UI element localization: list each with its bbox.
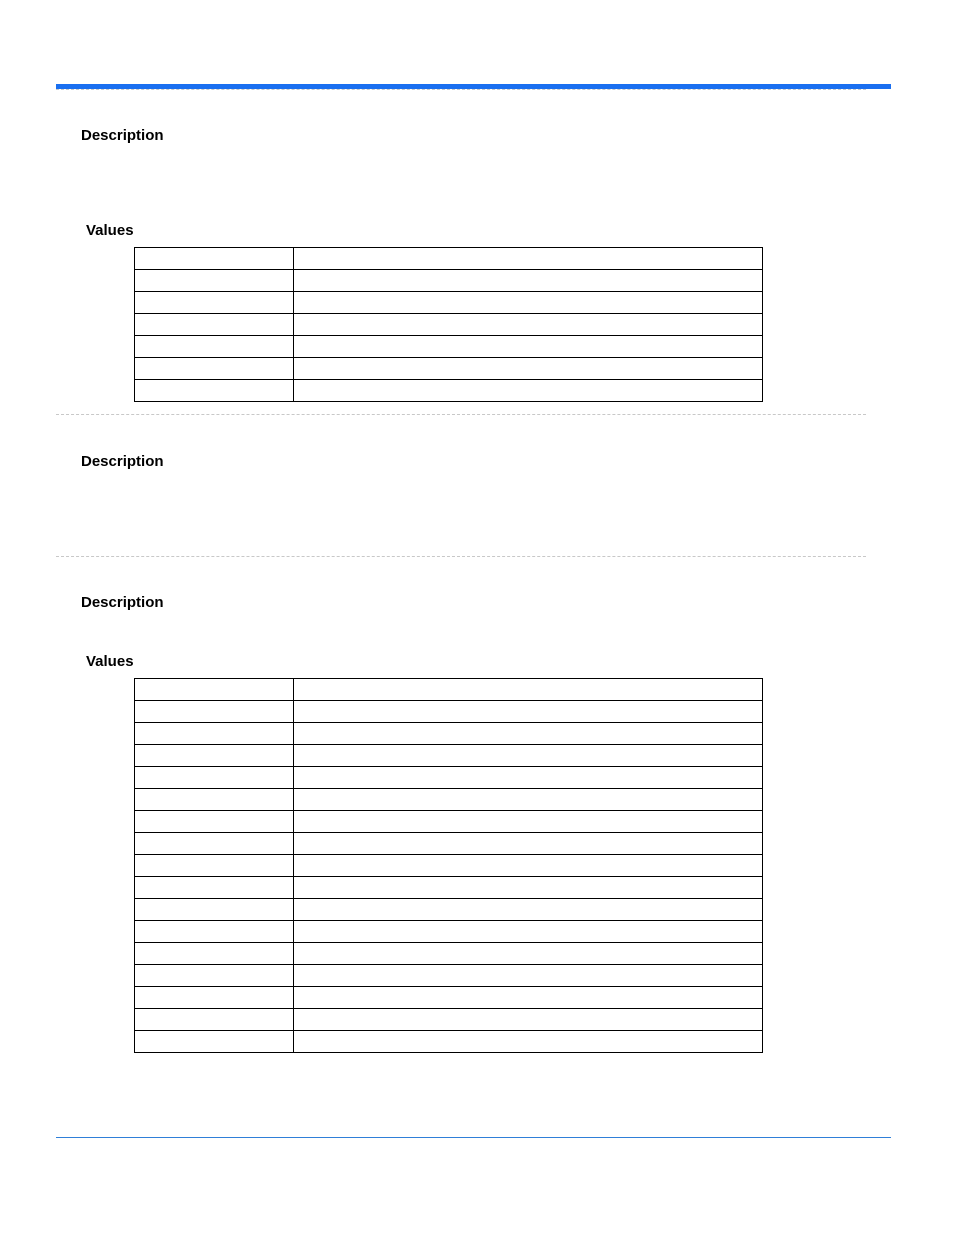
table-row bbox=[135, 811, 763, 833]
table-row bbox=[135, 701, 763, 723]
section-3-values-table bbox=[134, 678, 763, 1053]
table-row bbox=[135, 767, 763, 789]
table-row bbox=[135, 292, 763, 314]
section-divider bbox=[56, 414, 866, 415]
section-1-values-label: Values bbox=[86, 222, 134, 239]
section-2-description-label: Description bbox=[81, 453, 164, 470]
table-row bbox=[135, 965, 763, 987]
section-1-values-table bbox=[134, 247, 763, 402]
table-row bbox=[135, 314, 763, 336]
table-row bbox=[135, 679, 763, 701]
table-row bbox=[135, 270, 763, 292]
table-row bbox=[135, 358, 763, 380]
table-row bbox=[135, 921, 763, 943]
table-row bbox=[135, 336, 763, 358]
section-3-description-label: Description bbox=[81, 594, 164, 611]
table-row bbox=[135, 877, 763, 899]
table-row bbox=[135, 380, 763, 402]
table-row bbox=[135, 1031, 763, 1053]
section-1-description-label: Description bbox=[81, 127, 164, 144]
table-row bbox=[135, 745, 763, 767]
table-row bbox=[135, 899, 763, 921]
table-row bbox=[135, 833, 763, 855]
table-row bbox=[135, 248, 763, 270]
footer-rule bbox=[56, 1137, 891, 1138]
table-row bbox=[135, 943, 763, 965]
table-row bbox=[135, 1009, 763, 1031]
header-dashed-divider bbox=[56, 89, 866, 90]
table-row bbox=[135, 855, 763, 877]
section-3-values-label: Values bbox=[86, 653, 134, 670]
section-divider bbox=[56, 556, 866, 557]
table-row bbox=[135, 723, 763, 745]
table-row bbox=[135, 987, 763, 1009]
table-row bbox=[135, 789, 763, 811]
